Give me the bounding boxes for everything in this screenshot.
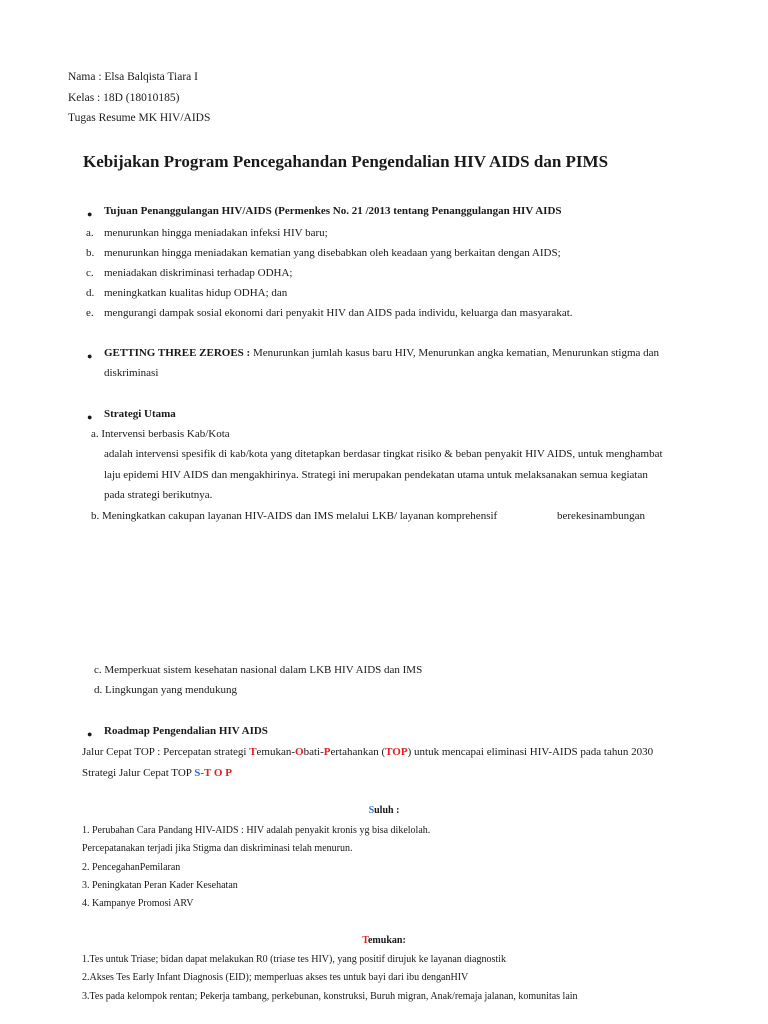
roadmap-text: Jalur Cepat TOP : Percepatan strategi [82, 746, 250, 758]
temukan-line: 2.Akses Tes Early Infant Diagnosis (EID); memperluas akses tes untuk bayi dari ibu denganHIV [82, 972, 469, 983]
roadmap-letter-t: T [249, 746, 257, 758]
suluh-heading-text: uluh : [374, 805, 400, 816]
roadmap-letter-p: P [323, 746, 331, 758]
strategi-item-a-desc: laju epidemi HIV AIDS dan mengakhirinya. Strategi ini merupakan pendekatan utama untuk melaksanakan semua kegiatan [104, 469, 648, 481]
bullet-icon: ● [87, 412, 93, 422]
strategi-item-a: a. Intervensi berbasis Kab/Kota [91, 428, 230, 440]
suluh-heading [0, 804, 768, 817]
strategi-heading: Strategi Utama [104, 408, 176, 420]
list-marker: b. [86, 247, 95, 259]
roadmap-line-1 [82, 745, 653, 759]
roadmap-text: ) untuk mencapai eliminasi HIV-AIDS pada tahun 2030 [407, 746, 654, 758]
list-item: meniadakan diskriminasi terhadap ODHA; [104, 267, 293, 279]
roadmap-stop: -T O P [200, 767, 232, 779]
tujuan-heading: Tujuan Penanggulangan HIV/AIDS (Permenkes No. 21 /2013 tentang Penanggulangan HIV AIDS [104, 205, 562, 217]
temukan-letter-t: T [362, 935, 368, 946]
temukan-line: 3.Tes pada kelompok rentan; Pekerja tambang, perkebunan, konstruksi, Buruh migran, Anak/remaja jalanan, komunitas lain [82, 991, 578, 1002]
list-marker: c. [86, 267, 94, 279]
student-name: Nama : Elsa Balqista Tiara I [68, 71, 198, 83]
roadmap-text: ertahankan ( [330, 746, 386, 758]
list-item: meningkatkan kualitas hidup ODHA; dan [104, 287, 288, 299]
roadmap-line-2 [82, 766, 232, 780]
list-item: mengurangi dampak sosial ekonomi dari penyakit HIV dan AIDS pada individu, keluarga dan masyarakat. [104, 307, 573, 319]
strategi-item-b: b. Meningkatkan cakupan layanan HIV-AIDS dan IMS melalui LKB/ layanan komprehensif [91, 510, 498, 522]
strategi-item-d: d. Lingkungan yang mendukung [94, 684, 237, 696]
roadmap-letter-s: S [194, 767, 201, 779]
suluh-line: 4. Kampanye Promosi ARV [82, 898, 194, 909]
strategi-item-a-desc: pada strategi berikutnya. [104, 489, 213, 501]
suluh-line: Percepatanakan terjadi jika Stigma dan diskriminasi telah menurun. [82, 843, 353, 854]
roadmap-letter-o: O [295, 746, 304, 758]
zeroes-label: GETTING THREE ZEROES : [104, 347, 251, 359]
suluh-line: 2. PencegahanPemilaran [82, 862, 181, 873]
list-marker: e. [86, 307, 94, 319]
temukan-heading-text: emukan: [367, 935, 406, 946]
zeroes-text-cont: diskriminasi [104, 367, 159, 379]
zeroes-text: Menurunkan jumlah kasus baru HIV, Menurunkan angka kematian, Menurunkan stigma dan [250, 347, 660, 359]
list-marker: d. [86, 287, 95, 299]
suluh-letter-s: S [368, 805, 375, 816]
strategi-item-c: c. Memperkuat sistem kesehatan nasional dalam LKB HIV AIDS dan IMS [94, 664, 423, 676]
bullet-icon: ● [87, 351, 93, 361]
temukan-heading [0, 934, 768, 947]
roadmap-text: emukan- [256, 746, 296, 758]
list-item: menurunkan hingga meniadakan kematian yang disebabkan oleh keadaan yang berkaitan dengan AIDS; [104, 247, 561, 259]
page-title: Kebijakan Program Pencegahandan Pengendalian HIV AIDS dan PIMS [83, 152, 609, 171]
assignment-label: Tugas Resume MK HIV/AIDS [68, 112, 211, 124]
bullet-icon: ● [87, 209, 93, 219]
strategi-item-b-tail: berekesinambungan [557, 510, 645, 522]
student-class: Kelas : 18D (18010185) [68, 92, 180, 104]
roadmap-text: Strategi Jalur Cepat TOP [82, 767, 195, 779]
suluh-line: 1. Perubahan Cara Pandang HIV-AIDS : HIV adalah penyakit kronis yg bisa dikelolah. [82, 825, 431, 836]
zeroes-line [104, 346, 659, 360]
list-item: menurunkan hingga meniadakan infeksi HIV baru; [104, 227, 328, 239]
list-marker: a. [86, 227, 94, 239]
temukan-line: 1.Tes untuk Triase; bidan dapat melakukan R0 (triase tes HIV), yang positif dirujuk ke layanan diagnostik [82, 954, 506, 965]
strategi-item-a-desc: adalah intervensi spesifik di kab/kota yang ditetapkan berdasar tingkat risiko & beban penyakit HIV AIDS, untuk menghambat [104, 448, 663, 460]
roadmap-text: bati- [303, 746, 324, 758]
bullet-icon: ● [87, 729, 93, 739]
roadmap-top: TOP [385, 746, 408, 758]
suluh-line: 3. Peningkatan Peran Kader Kesehatan [82, 880, 238, 891]
roadmap-heading: Roadmap Pengendalian HIV AIDS [104, 725, 268, 737]
